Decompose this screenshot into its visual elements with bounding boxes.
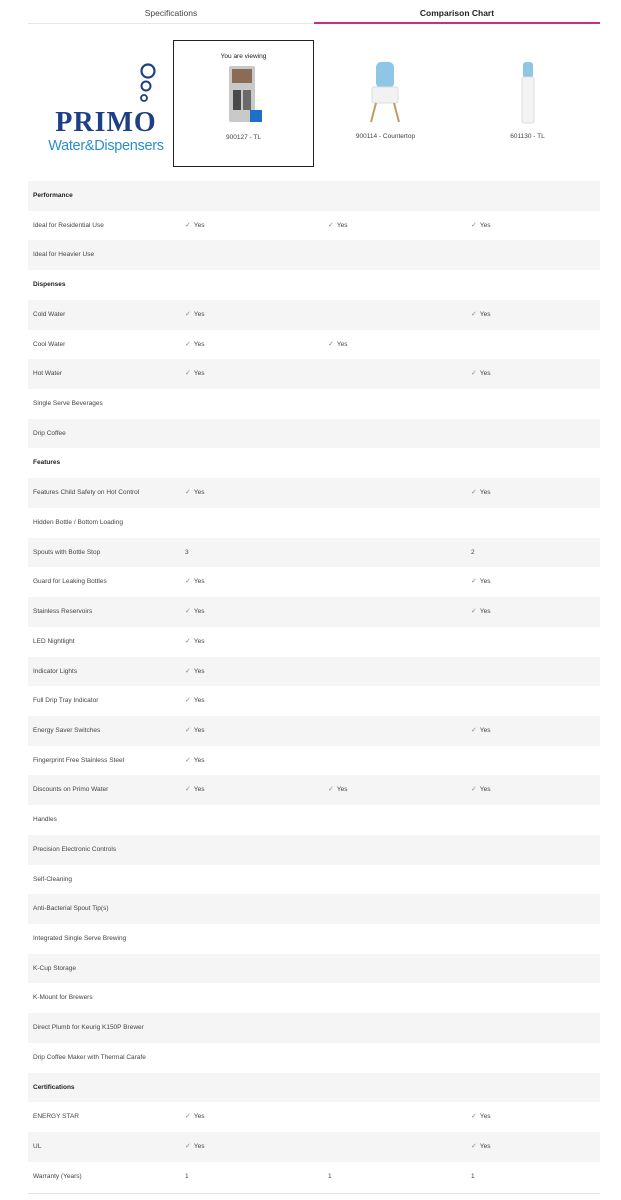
cell-value: Yes bbox=[336, 786, 348, 794]
checkmark-icon: ✓ bbox=[471, 221, 477, 229]
checkmark-icon: ✓ bbox=[185, 370, 191, 378]
cell-value: Yes bbox=[193, 1143, 205, 1150]
checkmark-icon: ✓ bbox=[185, 310, 191, 318]
row-label: Drip Coffee bbox=[33, 429, 66, 437]
cell-product-3 bbox=[471, 597, 490, 627]
cell-product-1 bbox=[185, 211, 204, 241]
cell-value: Yes bbox=[193, 370, 205, 378]
section-heading: Performance bbox=[33, 192, 73, 199]
product-card-2[interactable] bbox=[315, 40, 456, 167]
cell-value: Yes bbox=[193, 340, 205, 348]
cell-value: Yes bbox=[193, 637, 205, 645]
product-name: 900127 - TL bbox=[226, 134, 261, 141]
product-name: 900114 - Countertop bbox=[355, 133, 416, 140]
row-label: Self-Cleaning bbox=[33, 875, 73, 883]
row-label: Guard for Leaking Bottles bbox=[33, 578, 107, 586]
cell-product-1 bbox=[185, 775, 204, 805]
cell-product-2 bbox=[328, 211, 347, 241]
row-label: Ideal for Heavier Use bbox=[33, 251, 95, 259]
product-image bbox=[219, 66, 269, 124]
row-label: Energy Saver Switches bbox=[33, 726, 101, 734]
checkmark-icon: ✓ bbox=[185, 1143, 191, 1150]
row-label: Drip Coffee Maker with Thermal Carafe bbox=[33, 1053, 146, 1061]
checkmark-icon: ✓ bbox=[328, 221, 334, 229]
checkmark-icon: ✓ bbox=[471, 786, 477, 794]
cell-value: Yes bbox=[479, 726, 491, 734]
cell-product-1 bbox=[185, 359, 204, 389]
checkmark-icon: ✓ bbox=[185, 608, 191, 616]
cell-value: Yes bbox=[336, 340, 348, 348]
table-row bbox=[28, 1043, 600, 1073]
table-row bbox=[28, 300, 600, 330]
table-row bbox=[28, 419, 600, 449]
cell-product-3 bbox=[471, 567, 490, 597]
section-heading-row bbox=[28, 1073, 600, 1103]
checkmark-icon: ✓ bbox=[471, 608, 477, 616]
table-row bbox=[28, 775, 600, 805]
tab-bar bbox=[28, 0, 600, 26]
row-label: Full Drip Tray Indicator bbox=[33, 697, 99, 705]
table-row bbox=[28, 954, 600, 984]
cell-product-1 bbox=[185, 657, 204, 687]
section-heading-row bbox=[28, 181, 600, 211]
table-row bbox=[28, 686, 600, 716]
cell-product-3 bbox=[471, 300, 490, 330]
checkmark-icon: ✓ bbox=[185, 756, 191, 764]
cell-product-3 bbox=[471, 716, 490, 746]
checkmark-icon: ✓ bbox=[185, 221, 191, 229]
checkmark-icon: ✓ bbox=[185, 637, 191, 645]
row-label: Stainless Reservoirs bbox=[33, 608, 93, 616]
table-row bbox=[28, 240, 600, 270]
cell-value: Yes bbox=[479, 1113, 491, 1121]
row-label: Handles bbox=[33, 816, 57, 824]
product-name: 601130 - TL bbox=[510, 133, 545, 140]
cell-value: Yes bbox=[193, 1113, 205, 1121]
row-label: Direct Plumb for Keurig K150P Brewer bbox=[33, 1024, 144, 1032]
row-label: Integrated Single Serve Brewing bbox=[33, 934, 127, 942]
checkmark-icon: ✓ bbox=[185, 726, 191, 734]
row-label: Cold Water bbox=[33, 310, 66, 318]
row-label: K-Mount for Brewers bbox=[33, 994, 93, 1002]
row-label: Cool Water bbox=[33, 340, 66, 348]
checkmark-icon: ✓ bbox=[471, 370, 477, 378]
cell-product-1 bbox=[185, 627, 204, 657]
cell-product-3 bbox=[471, 478, 490, 508]
cell-value: 1 bbox=[185, 1172, 189, 1180]
row-label: Hidden Bottle / Bottom Loading bbox=[33, 518, 123, 526]
cell-product-3 bbox=[471, 1132, 490, 1162]
cell-value: Yes bbox=[193, 726, 205, 734]
cell-product-1 bbox=[185, 1132, 204, 1162]
product-card-3[interactable] bbox=[457, 40, 598, 167]
row-label: Spouts with Bottle Stop bbox=[33, 548, 101, 556]
cell-product-2 bbox=[328, 1162, 332, 1192]
cell-value: Yes bbox=[479, 786, 491, 794]
cell-value: Yes bbox=[479, 608, 491, 616]
cell-product-2 bbox=[328, 330, 347, 360]
row-label: Indicator Lights bbox=[33, 667, 78, 675]
checkmark-icon: ✓ bbox=[185, 340, 191, 348]
row-label: Features Child Safety on Hot Control bbox=[33, 489, 140, 497]
cell-value: Yes bbox=[479, 310, 491, 318]
checkmark-icon: ✓ bbox=[471, 489, 477, 497]
cell-value: Yes bbox=[193, 578, 205, 586]
table-row bbox=[28, 478, 600, 508]
cell-product-1 bbox=[185, 478, 204, 508]
cell-product-1 bbox=[185, 746, 204, 776]
section-heading-row bbox=[28, 270, 600, 300]
brand-tagline: Water&Dispensers bbox=[48, 138, 164, 154]
cell-product-1 bbox=[185, 1102, 204, 1132]
cell-value: Yes bbox=[479, 578, 491, 586]
cell-product-1 bbox=[185, 597, 204, 627]
tab-specifications[interactable]: Specifications bbox=[144, 8, 198, 18]
table-row bbox=[28, 597, 600, 627]
cell-value: 3 bbox=[185, 548, 189, 556]
cell-value: Yes bbox=[193, 310, 205, 318]
cell-value: 1 bbox=[471, 1172, 475, 1180]
checkmark-icon: ✓ bbox=[328, 786, 334, 794]
table-row bbox=[28, 1102, 600, 1132]
brand-name: PRIMO bbox=[55, 107, 157, 138]
cell-product-1 bbox=[185, 567, 204, 597]
table-row bbox=[28, 746, 600, 776]
table-row bbox=[28, 983, 600, 1013]
cell-product-3 bbox=[471, 538, 475, 568]
cell-value: Yes bbox=[479, 221, 491, 229]
cell-value: Yes bbox=[479, 370, 491, 378]
row-label: LED Nightlight bbox=[33, 637, 75, 645]
cell-value: Yes bbox=[336, 221, 348, 229]
table-row bbox=[28, 835, 600, 865]
active-tab-indicator bbox=[314, 22, 600, 24]
cell-product-3 bbox=[471, 359, 490, 389]
table-row bbox=[28, 538, 600, 568]
table-row bbox=[28, 924, 600, 954]
checkmark-icon: ✓ bbox=[471, 578, 477, 586]
row-label: Hot Water bbox=[33, 370, 63, 378]
product-image bbox=[366, 62, 406, 124]
checkmark-icon: ✓ bbox=[185, 667, 191, 675]
cell-product-3 bbox=[471, 211, 490, 241]
table-row bbox=[28, 716, 600, 746]
row-label: Discounts on Primo Water bbox=[33, 786, 109, 794]
product-card-current[interactable] bbox=[173, 40, 314, 167]
section-heading: Features bbox=[33, 459, 61, 467]
table-row bbox=[28, 211, 600, 241]
table-row bbox=[28, 627, 600, 657]
checkmark-icon: ✓ bbox=[471, 1143, 477, 1150]
tab-divider bbox=[28, 23, 314, 24]
cell-value: 1 bbox=[328, 1172, 332, 1180]
checkmark-icon: ✓ bbox=[185, 697, 191, 705]
table-bottom-border bbox=[28, 1193, 600, 1194]
row-label: UL bbox=[33, 1143, 42, 1150]
checkmark-icon: ✓ bbox=[185, 1113, 191, 1121]
table-row bbox=[28, 359, 600, 389]
cell-value: Yes bbox=[193, 667, 205, 675]
cell-product-3 bbox=[471, 1162, 475, 1192]
row-label: Fingerprint Free Stainless Steel bbox=[33, 756, 125, 764]
brand-logo bbox=[28, 40, 168, 168]
cell-product-1 bbox=[185, 1162, 189, 1192]
row-label: K-Cup Storage bbox=[33, 964, 76, 972]
section-heading: Certifications bbox=[33, 1083, 75, 1091]
tab-comparison-chart[interactable]: Comparison Chart bbox=[419, 8, 495, 18]
table-row bbox=[28, 330, 600, 360]
cell-value: Yes bbox=[193, 608, 205, 616]
you-are-viewing-label: You are viewing bbox=[220, 53, 267, 60]
table-row bbox=[28, 805, 600, 835]
cell-product-3 bbox=[471, 1102, 490, 1132]
table-row bbox=[28, 1162, 600, 1192]
checkmark-icon: ✓ bbox=[471, 726, 477, 734]
cell-value: Yes bbox=[193, 489, 205, 497]
checkmark-icon: ✓ bbox=[185, 489, 191, 497]
cell-value: Yes bbox=[479, 1143, 491, 1150]
table-row bbox=[28, 567, 600, 597]
row-label: Single Serve Beverages bbox=[33, 400, 103, 408]
table-row bbox=[28, 865, 600, 895]
cell-product-1 bbox=[185, 300, 204, 330]
row-label: Warranty (Years) bbox=[33, 1172, 82, 1180]
table-row bbox=[28, 1132, 600, 1162]
checkmark-icon: ✓ bbox=[471, 1113, 477, 1121]
table-row bbox=[28, 894, 600, 924]
row-label: ENERGY STAR bbox=[33, 1113, 79, 1121]
cell-product-1 bbox=[185, 716, 204, 746]
cell-product-3 bbox=[471, 775, 490, 805]
cell-product-1 bbox=[185, 686, 204, 716]
table-row bbox=[28, 508, 600, 538]
cell-value: Yes bbox=[193, 756, 205, 764]
cell-value: Yes bbox=[193, 786, 205, 794]
table-row bbox=[28, 657, 600, 687]
cell-value: Yes bbox=[479, 489, 491, 497]
row-label: Precision Electronic Controls bbox=[33, 845, 117, 853]
product-image bbox=[513, 62, 543, 124]
checkmark-icon: ✓ bbox=[471, 310, 477, 318]
section-heading: Dispenses bbox=[33, 281, 66, 289]
checkmark-icon: ✓ bbox=[328, 340, 334, 348]
checkmark-icon: ✓ bbox=[185, 578, 191, 586]
cell-product-1 bbox=[185, 538, 189, 568]
comparison-table bbox=[28, 181, 600, 1191]
section-heading-row bbox=[28, 448, 600, 478]
cell-value: Yes bbox=[193, 221, 205, 229]
bubbles-icon bbox=[136, 63, 160, 111]
table-row bbox=[28, 1013, 600, 1043]
cell-value: 2 bbox=[471, 548, 475, 556]
cell-product-2 bbox=[328, 775, 347, 805]
table-row bbox=[28, 389, 600, 419]
checkmark-icon: ✓ bbox=[185, 786, 191, 794]
cell-product-1 bbox=[185, 330, 204, 360]
row-label: Ideal for Residential Use bbox=[33, 221, 104, 229]
cell-value: Yes bbox=[193, 697, 205, 705]
row-label: Anti-Bacterial Spout Tip(s) bbox=[33, 905, 109, 913]
